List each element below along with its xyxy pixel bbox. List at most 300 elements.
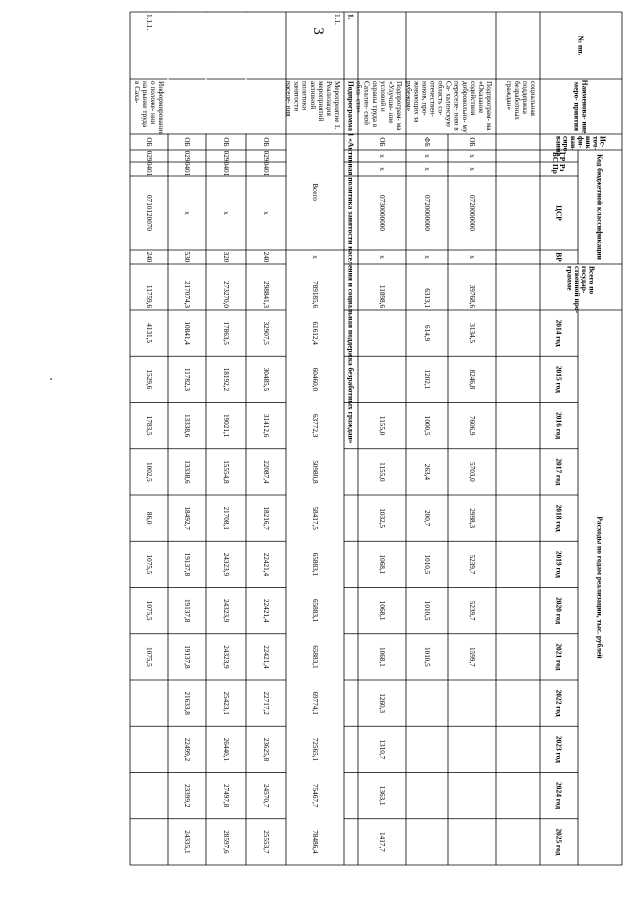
p8-y6 xyxy=(378,601,386,621)
m11-vr xyxy=(145,252,153,263)
m1-row-240-vr-line: 240 xyxy=(262,251,270,263)
m1-row-530-vr-line: 530 xyxy=(183,251,191,263)
m1-total-y10-line: 75467,7 xyxy=(311,783,319,808)
m1-row-320-rzpr-line: 0401 xyxy=(222,161,230,177)
m1-row-530-rzpr-line: 0401 xyxy=(183,161,191,177)
p7-source-line: ОБ xyxy=(468,137,476,147)
m1-row-320-y8-line: 25423,1 xyxy=(222,691,230,715)
m1-row-320-y6 xyxy=(222,599,230,623)
m1-row-530-y5 xyxy=(183,553,191,577)
p7fb-y6-line: 1010,5 xyxy=(423,600,431,621)
m11-name xyxy=(133,81,165,135)
m11-y2 xyxy=(145,416,153,436)
m1-row-320-y10-line: 27497,8 xyxy=(222,783,230,808)
m1-name-line: политики xyxy=(300,81,309,111)
p8-y5 xyxy=(378,554,386,574)
m1-total-y5 xyxy=(311,553,319,577)
m1-row-320-csr xyxy=(222,211,230,215)
m1-row-530-y4-line: 18492,7 xyxy=(183,506,191,530)
p8-name-line: охраны труда в xyxy=(370,81,379,128)
p8-y10-line: 1363,1 xyxy=(378,785,386,806)
header-total-line: ственной про- xyxy=(572,266,582,314)
m1-row-320-total-line: 273270,0 xyxy=(222,281,230,308)
m11-rzpr-line: 0401 xyxy=(145,161,153,177)
header-year-3 xyxy=(555,458,564,485)
m1-row-320-csr-line: х xyxy=(222,211,230,215)
m1-row-320-y4-line: 21708,1 xyxy=(222,506,230,530)
m1-total-y0 xyxy=(311,321,319,345)
p7-name-line: область со- xyxy=(436,81,445,116)
m1-row-320-y8 xyxy=(222,691,230,715)
p8-y6-line: 1068,1 xyxy=(378,600,386,621)
p7-y0 xyxy=(468,323,476,343)
p7-source xyxy=(468,137,476,146)
p7-y4 xyxy=(468,508,476,528)
m1-row-530-rzpr xyxy=(183,162,191,177)
m1-row-320-y2-line: 19021,1 xyxy=(222,413,230,438)
sub-title xyxy=(347,81,356,444)
m1-total-y8-line: 69774,1 xyxy=(311,691,319,715)
m1-row-320-y7-line: 24323,9 xyxy=(222,645,230,669)
m1-row-530-grbs xyxy=(183,151,191,162)
m11-y3-line: 1002,5 xyxy=(145,461,153,482)
p8-source-line: ОБ xyxy=(378,137,386,147)
m1-row-530-y7 xyxy=(183,645,191,669)
m11-y0 xyxy=(145,323,153,343)
p8-y11 xyxy=(378,832,386,852)
p7-y3 xyxy=(468,462,476,482)
m1-row-320-y0-line: 17863,5 xyxy=(222,321,230,345)
p7fb-y1 xyxy=(423,369,431,389)
m1-row-240-y10 xyxy=(262,784,270,808)
header-csr xyxy=(555,205,564,221)
header-total-line: государ- xyxy=(580,266,590,294)
header-grbs-line: БС xyxy=(550,152,560,163)
m1-row-240-y0-line: 32907,5 xyxy=(262,321,270,345)
m11-name-line: Информирование xyxy=(156,81,165,135)
m1-total-y6 xyxy=(311,599,319,623)
p8-y2-line: 1155,0 xyxy=(378,415,386,436)
m1-row-530-y11-line: 24335,1 xyxy=(183,830,191,854)
p7fb-rzpr xyxy=(423,167,431,171)
header-rzpr-line: Пр xyxy=(550,164,560,174)
p7-y6 xyxy=(468,601,476,621)
p7-name-line: живающих за xyxy=(412,81,421,123)
m1-total-y7 xyxy=(311,645,319,669)
m1-row-240-grbs-line: 029 xyxy=(262,150,270,162)
p7fb-y7-line: 1010,5 xyxy=(423,646,431,667)
header-name-line: Наименова- ние xyxy=(580,79,590,134)
m1-row-240-rzpr-line: 0401 xyxy=(262,161,270,177)
m11-y6 xyxy=(145,601,153,621)
p8-name-line: условий и xyxy=(378,81,387,112)
header-grbs xyxy=(551,152,567,162)
p8-source xyxy=(378,137,386,146)
m1-row-320-y4 xyxy=(222,506,230,530)
m1-total-y9 xyxy=(311,738,319,762)
p7-name-line: добровольно- му xyxy=(460,81,469,133)
p7-name-line: Подпрограм- ма xyxy=(484,81,493,131)
m1-row-320-y3 xyxy=(222,460,230,484)
m1-row-320-grbs xyxy=(222,151,230,162)
p8-y11-line: 1417,7 xyxy=(378,831,386,852)
p8-grbs xyxy=(378,154,386,158)
m1-row-240-source xyxy=(262,137,270,146)
header-year-8 xyxy=(555,690,564,717)
p7-y2 xyxy=(468,416,476,436)
p7fb-csr-line: 0720000000 xyxy=(423,195,431,231)
p7-name-line: содействия xyxy=(468,81,477,116)
p8-y4 xyxy=(378,508,386,528)
p7fb-source-line: ФБ xyxy=(423,137,431,147)
m1-row-240-y4-line: 18216,7 xyxy=(262,506,270,530)
m1-row-530-source xyxy=(183,137,191,146)
m1-name-line: мероприятий xyxy=(316,81,325,122)
header-total-line: Всего по xyxy=(587,266,597,295)
m11-y3 xyxy=(145,462,153,482)
header-year-11 xyxy=(555,828,564,855)
sub-num xyxy=(347,14,356,20)
m1-row-530-grbs-line: 029 xyxy=(183,150,191,162)
m1-total-y6-line: 65883,1 xyxy=(311,598,319,623)
m1-row-530-y10 xyxy=(183,784,191,808)
m1-row-320-y11 xyxy=(222,830,230,854)
m1-row-320-y9 xyxy=(222,738,230,762)
m1-row-530-csr-line: х xyxy=(183,211,191,215)
m1-row-240-vr xyxy=(262,252,270,263)
m1-total-y10 xyxy=(311,784,319,808)
m1-total-y9-line: 72565,1 xyxy=(311,737,319,762)
m1-row-530-y1 xyxy=(183,368,191,391)
p7-csr-line: 0720000000 xyxy=(468,195,476,231)
m1-row-240-y10-line: 24570,7 xyxy=(262,783,270,808)
p7fb-y5-line: 1010,5 xyxy=(423,554,431,575)
p8-y9 xyxy=(378,739,386,759)
m1-row-320-rzpr xyxy=(222,162,230,177)
m1-row-240-total-line: 298841,3 xyxy=(262,281,270,308)
m11-num xyxy=(145,14,153,30)
p8-csr-line: 0730000000 xyxy=(378,195,386,231)
header-name xyxy=(572,80,589,134)
m1-row-320-grbs-line: 029 xyxy=(222,150,230,162)
p8-y4-line: 1032,5 xyxy=(378,508,386,529)
p7-total xyxy=(468,285,476,309)
m1-row-240-y6-line: 22421,4 xyxy=(262,598,270,623)
p8-y3 xyxy=(378,462,386,482)
m1-total-y8 xyxy=(311,691,319,715)
m1-row-240-y0 xyxy=(262,321,270,345)
m11-vr-line: 240 xyxy=(145,251,153,263)
header-source-line: нан- xyxy=(569,136,579,151)
header-year-3-line: 2017 год xyxy=(554,458,564,486)
m1-num-line: 1.1. xyxy=(332,14,341,25)
p7-y5-line: 5239,7 xyxy=(468,554,476,575)
p7-name-line: рубежом» xyxy=(404,81,413,112)
cont-name-line: граждан» xyxy=(504,81,513,110)
m1-total-y4 xyxy=(311,506,319,530)
m1-name-line: Мероприятие 1. xyxy=(332,81,341,130)
p7fb-y4-line: 200,7 xyxy=(423,510,431,527)
p7-y3-line: 5703,0 xyxy=(468,461,476,482)
m1-row-240-y9-line: 23625,8 xyxy=(262,737,270,762)
m11-y5-line: 1075,5 xyxy=(145,554,153,575)
m11-y1 xyxy=(145,369,153,389)
m1-row-530-y8-line: 21633,8 xyxy=(183,691,191,715)
header-year-6 xyxy=(555,597,564,624)
p8-rzpr-line: х xyxy=(378,167,386,171)
m1-name xyxy=(285,81,341,130)
p8-y10 xyxy=(378,786,386,806)
header-year-1 xyxy=(555,366,564,393)
m1-row-320-y2 xyxy=(222,414,230,438)
p7fb-vr-line: х xyxy=(423,255,431,259)
m1-name-line: активной xyxy=(308,81,317,110)
m1-row-240-y6 xyxy=(262,599,270,623)
m1-row-320-source-line: ОБ xyxy=(222,137,230,147)
p7fb-y4 xyxy=(423,510,431,527)
m1-total-y1 xyxy=(311,368,319,392)
m11-grbs xyxy=(145,151,153,162)
header-year-4-line: 2018 год xyxy=(554,504,564,532)
p7-name xyxy=(404,80,493,133)
p7fb-y5 xyxy=(423,554,431,574)
m1-row-240-y5 xyxy=(262,553,270,577)
header-year-8-line: 2022 год xyxy=(554,689,564,717)
m1-total-y5-line: 65883,1 xyxy=(311,552,319,577)
header-year-4 xyxy=(555,505,564,532)
p8-y3-line: 1155,0 xyxy=(378,462,386,482)
m1-row-530-y4 xyxy=(183,506,191,530)
m1-row-240-y4 xyxy=(262,506,270,530)
m1-row-240-grbs xyxy=(262,151,270,162)
p8-name-line: «Улучше- ние xyxy=(386,81,395,124)
m1-row-530-total xyxy=(183,281,191,308)
m1-row-530-y2 xyxy=(183,414,191,438)
m1-row-320-y10 xyxy=(222,784,230,808)
m1-row-530-y3-line: 13338,6 xyxy=(183,460,191,484)
m1-row-240-y3-line: 22087,4 xyxy=(262,460,270,484)
p7-name-line: Са- халинскую xyxy=(444,81,453,127)
p8-y8 xyxy=(378,693,386,713)
page-number: 3 xyxy=(310,27,326,35)
m11-y4-line: 86,0 xyxy=(145,511,153,525)
header-year-7-line: 2021 год xyxy=(554,643,564,671)
m1-row-240-y2-line: 31412,6 xyxy=(262,413,270,438)
m11-csr xyxy=(145,195,153,231)
p7fb-y0 xyxy=(423,325,431,342)
m1-row-320-y3-line: 15554,8 xyxy=(222,460,230,484)
p7-y5 xyxy=(468,554,476,574)
m11-y5 xyxy=(145,554,153,574)
header-year-6-line: 2020 год xyxy=(554,597,564,625)
p7-rzpr-line: х xyxy=(468,167,476,171)
m1-name-line: Реализация xyxy=(324,81,333,116)
m1-total-y1-line: 60460,0 xyxy=(311,367,319,392)
m1-row-240-y5-line: 22421,4 xyxy=(262,552,270,577)
p8-y2 xyxy=(378,416,386,436)
p7-y4-line: 2998,3 xyxy=(468,508,476,529)
m1-total-y11-line: 78486,4 xyxy=(311,830,319,854)
m11-y2-line: 1783,5 xyxy=(145,415,153,436)
m1-row-240-source-line: ОБ xyxy=(262,137,270,147)
m1-row-320-y7 xyxy=(222,645,230,669)
header-vr-line: ВР xyxy=(554,252,564,262)
p8-rzpr xyxy=(378,167,386,171)
m1-row-530-y2-line: 13338,6 xyxy=(183,413,191,438)
m1-total-y3 xyxy=(311,460,319,484)
m1-row-530-vr xyxy=(183,252,191,263)
cont-name-line: социальная xyxy=(528,81,537,116)
m1-row-320-source xyxy=(222,137,230,146)
header-year-11-line: 2025 год xyxy=(554,828,564,856)
m1-row-530-y5-line: 19137,8 xyxy=(183,552,191,577)
cont-name-line: поддержка xyxy=(520,81,529,114)
p7-y1-line: 8246,8 xyxy=(468,369,476,390)
m11-rzpr xyxy=(145,162,153,177)
p7fb-total-line: 6313,1 xyxy=(423,288,431,308)
m1-total-y2 xyxy=(311,414,319,438)
m11-name-line: в Саха- xyxy=(132,81,141,104)
m1-row-530-y8 xyxy=(183,691,191,715)
header-rzpr xyxy=(551,164,567,174)
m11-y0-line: 4131,5 xyxy=(145,323,153,344)
p7-name-line: ников, про- xyxy=(420,81,429,116)
m1-row-530-y6-line: 19137,8 xyxy=(183,598,191,623)
m1-row-240-y9 xyxy=(262,738,270,762)
p7fb-grbs-line: х xyxy=(423,154,431,158)
p8-total xyxy=(378,285,386,308)
p8-name-line: обла- сти» xyxy=(354,81,363,113)
header-source-line: сиро- xyxy=(561,136,571,154)
p8-name xyxy=(355,81,403,131)
m1-row-320-vr xyxy=(222,252,230,263)
p8-grbs-line: х xyxy=(378,154,386,158)
p7-grbs-line: х xyxy=(468,154,476,158)
header-source-line: фи- xyxy=(576,136,586,148)
m11-name-line: на рынке труда xyxy=(140,81,149,128)
m11-y6-line: 1075,5 xyxy=(145,600,153,621)
m1-row-240-y11-line: 25553,7 xyxy=(262,830,270,854)
m1-name-line: населе- ния xyxy=(284,81,293,117)
header-total-line: грамме xyxy=(565,266,575,291)
p7fb-rzpr-line: х xyxy=(423,167,431,171)
m1-row-530-y9 xyxy=(183,738,191,762)
p8-y8-line: 1260,3 xyxy=(378,693,386,714)
m11-y7 xyxy=(145,647,153,667)
m1-row-530-csr xyxy=(183,211,191,215)
p7-csr xyxy=(468,195,476,231)
sub-title-line: Подпрограмма 1 «Активная политика занятости населения и социальная поддержка безработных граждан» xyxy=(346,81,356,444)
p8-y7-line: 1068,1 xyxy=(378,646,386,667)
m11-grbs-line: 029 xyxy=(145,150,153,162)
header-budget-code-line: Код бюджетной классификации xyxy=(595,154,605,260)
p7-y2-line: 7606,9 xyxy=(468,415,476,436)
p8-name-line: Сахалин- ской xyxy=(362,81,371,125)
p7-grbs xyxy=(468,154,476,158)
m11-num-line: 1.1.1. xyxy=(145,14,153,31)
p7-rzpr xyxy=(468,167,476,171)
p8-csr xyxy=(378,195,386,231)
header-budget-code xyxy=(596,154,605,261)
p8-y9-line: 1310,7 xyxy=(378,739,386,760)
header-vr xyxy=(555,252,564,262)
m1-total-label xyxy=(311,183,319,201)
header-source-line: ник xyxy=(583,136,593,149)
header-num-line: № пп. xyxy=(576,35,586,56)
p7fb-csr xyxy=(423,195,431,231)
p8-vr xyxy=(378,255,386,259)
p7fb-y2 xyxy=(423,416,431,436)
m1-total-vr xyxy=(311,255,319,259)
p7fb-y0-line: 614,9 xyxy=(423,325,431,342)
m11-name-line: о положе- нии xyxy=(148,81,157,125)
p7-y0-line: 3134,5 xyxy=(468,323,476,344)
m1-row-240-y7 xyxy=(262,645,270,669)
m11-y1-line: 1529,6 xyxy=(145,369,153,390)
header-expenses-line: Расходы по годам реализации, тыс. рублей xyxy=(595,516,605,659)
m11-y7-line: 1075,5 xyxy=(145,646,153,667)
m1-row-530-y3 xyxy=(183,460,191,484)
m1-total-y3-line: 50980,8 xyxy=(311,460,319,484)
header-grbs-line: ГР xyxy=(558,152,568,162)
m1-row-530-source-line: ОБ xyxy=(183,137,191,147)
p8-y7 xyxy=(378,647,386,667)
m1-row-320-total xyxy=(222,281,230,308)
m1-row-240-y2 xyxy=(262,414,270,438)
m1-row-240-y8 xyxy=(262,691,270,715)
p7-total-line: 39768,6 xyxy=(468,284,476,308)
m1-row-240-rzpr xyxy=(262,162,270,177)
m1-row-530-y9-line: 22499,2 xyxy=(183,737,191,762)
m1-row-240-y7-line: 22421,4 xyxy=(262,645,270,669)
m1-row-320-y6-line: 24323,9 xyxy=(222,598,230,623)
m1-row-240-total xyxy=(262,281,270,308)
header-expenses xyxy=(596,516,605,659)
header-year-10 xyxy=(555,782,564,809)
m1-row-530-y11 xyxy=(183,830,191,854)
p7fb-y1-line: 1202,1 xyxy=(423,369,431,390)
m11-total xyxy=(145,285,153,308)
m1-total-y7-line: 65883,1 xyxy=(311,645,319,669)
m1-total-y2-line: 63772,3 xyxy=(311,413,319,438)
m1-row-240-y8-line: 22717,2 xyxy=(262,691,270,715)
m1-row-530-y7-line: 19137,8 xyxy=(183,645,191,669)
header-source-line: точ- xyxy=(591,136,601,150)
m11-total-line: 11759,6 xyxy=(145,284,153,308)
header-source-line: вания xyxy=(554,136,564,157)
m1-row-320-y0 xyxy=(222,321,230,345)
p7fb-source xyxy=(423,137,431,147)
m11-csr-line: 0710120070 xyxy=(145,195,153,231)
m11-source-line: ОБ xyxy=(145,137,153,147)
m1-row-320-vr-line: 320 xyxy=(222,251,230,263)
p7fb-grbs xyxy=(423,154,431,158)
p7fb-y3 xyxy=(423,464,431,481)
sub-num-line: 1. xyxy=(346,14,356,20)
header-year-9 xyxy=(555,736,564,763)
m1-row-240-y1-line: 30485,5 xyxy=(262,367,270,392)
p8-total-line: 11898,6 xyxy=(378,284,386,308)
m1-num xyxy=(333,14,341,25)
p7-vr xyxy=(468,255,476,259)
cont-name-line: безработных xyxy=(512,81,521,121)
m1-total-sum xyxy=(311,281,319,308)
p7fb-y2-line: 1000,5 xyxy=(423,415,431,436)
p7-name-line: переселе- нию в xyxy=(452,81,461,131)
p7-y6-line: 5239,7 xyxy=(468,600,476,621)
p7-vr-line: х xyxy=(468,255,476,259)
m1-row-240-y1 xyxy=(262,368,270,392)
